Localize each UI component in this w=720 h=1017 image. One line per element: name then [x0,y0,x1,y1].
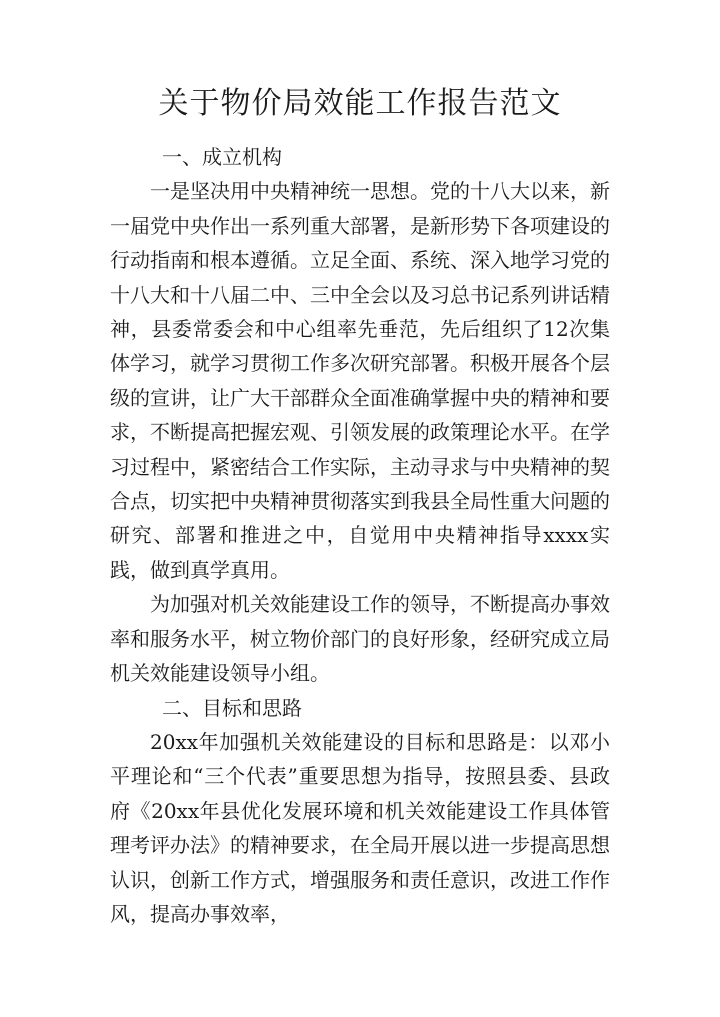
section-heading-1: 一、成立机构 [162,145,282,169]
paragraph-1: 一是坚决用中央精神统一思想。党的十八大以来，新一届党中央作出一系列重大部署，是新形势下各项建设的行动指南和根本遵循。立足全面、系统、深入地学习党的十八大和十八届二中、三中全会以及习总书记系列讲话精神，县委常委会和中心组率先垂范，先后组织了12次集体学习，就学习贯彻工作多次研究部署。积极开展各个层级的宣讲，让广大干部群众全面准确掌握中央的精神和要求，不断提高把握宏观、引领发展的政策理论水平。在学习过程中，紧密结合工作实际，主动寻求与中央精神的契合点，切实把中央精神贯彻落实到我县全局性重大问题的研究、部署和推进之中，自觉用中央精神指导xxxx实践，做到真学真用。 [110,179,610,582]
document-body [110,140,610,931]
paragraph-2: 为加强对机关效能建设工作的领导，不断提高办事效率和服务水平，树立物价部门的良好形象，经研究成立局机关效能建设领导小组。 [110,592,610,686]
section-heading-2: 二、目标和思路 [162,695,302,720]
document-title: 关于物价局效能工作报告范文 [158,86,562,121]
paragraph-3: 20xx年加强机关效能建设的目标和思路是：以邓小平理论和“三个代表”重要思想为指导，按照县委、县政府《20xx年县优化发展环境和机关效能建设工作具体管理考评办法》的精神要求，在全局开展以进一步提高思想认识，创新工作方式，增强服务和责任意识，改进工作作风，提高办事效率， [110,729,610,926]
